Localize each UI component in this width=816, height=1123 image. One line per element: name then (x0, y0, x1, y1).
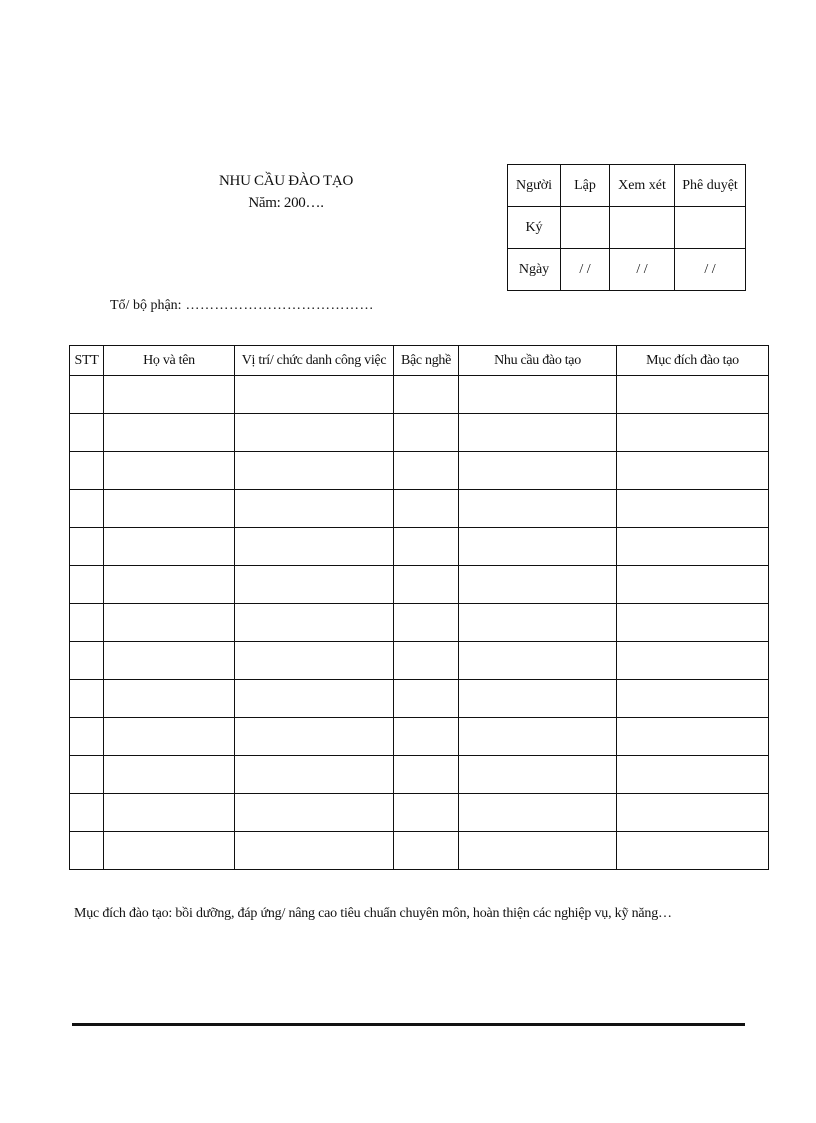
table-row (70, 718, 769, 756)
cell-stt[interactable] (70, 642, 104, 680)
approval-date-prepared-cell[interactable]: / / (561, 249, 610, 291)
cell-training-need[interactable] (459, 528, 617, 566)
cell-full-name[interactable] (104, 452, 235, 490)
cell-training-need[interactable] (459, 566, 617, 604)
cell-position[interactable] (235, 490, 394, 528)
cell-training-need[interactable] (459, 376, 617, 414)
form-header (186, 170, 386, 214)
cell-skill-level[interactable] (394, 680, 459, 718)
approval-sign-approved-cell[interactable] (675, 207, 746, 249)
cell-stt[interactable] (70, 566, 104, 604)
cell-full-name[interactable] (104, 680, 235, 718)
cell-position[interactable] (235, 604, 394, 642)
cell-stt[interactable] (70, 756, 104, 794)
cell-position[interactable] (235, 566, 394, 604)
column-header-training-purpose: Mục đích đào tạo (617, 346, 769, 376)
cell-training-need[interactable] (459, 680, 617, 718)
approval-sign-reviewed-cell[interactable] (610, 207, 675, 249)
cell-training-purpose[interactable] (617, 604, 769, 642)
cell-training-need[interactable] (459, 414, 617, 452)
cell-stt[interactable] (70, 718, 104, 756)
table-row (70, 376, 769, 414)
cell-full-name[interactable] (104, 414, 235, 452)
cell-position[interactable] (235, 414, 394, 452)
column-header-position: Vị trí/ chức danh công việc (235, 346, 394, 376)
cell-position[interactable] (235, 756, 394, 794)
cell-training-need[interactable] (459, 452, 617, 490)
cell-training-purpose[interactable] (617, 642, 769, 680)
cell-position[interactable] (235, 832, 394, 870)
cell-skill-level[interactable] (394, 604, 459, 642)
cell-training-need[interactable] (459, 832, 617, 870)
footer-note: Mục đích đào tạo: bồi dưỡng, đáp ứng/ nâng cao tiêu chuẩn chuyên môn, hoàn thiện các nghiệp vụ, kỹ năng… (74, 906, 672, 921)
cell-stt[interactable] (70, 794, 104, 832)
cell-stt[interactable] (70, 604, 104, 642)
approval-header-reviewed: Xem xét (610, 165, 675, 207)
table-row (70, 832, 769, 870)
cell-position[interactable] (235, 376, 394, 414)
cell-training-need[interactable] (459, 642, 617, 680)
department-line (110, 298, 374, 314)
approval-header-row (508, 165, 746, 207)
approval-header-person: Người (508, 165, 561, 207)
approval-header-approved: Phê duyệt (675, 165, 746, 207)
cell-training-purpose[interactable] (617, 718, 769, 756)
column-header-skill-level: Bậc nghề (394, 346, 459, 376)
approval-date-label: Ngày (508, 249, 561, 291)
table-body (70, 376, 769, 870)
cell-full-name[interactable] (104, 528, 235, 566)
table-row (70, 490, 769, 528)
cell-full-name[interactable] (104, 718, 235, 756)
cell-skill-level[interactable] (394, 832, 459, 870)
cell-training-purpose[interactable] (617, 376, 769, 414)
cell-training-need[interactable] (459, 756, 617, 794)
column-header-stt: STT (70, 346, 104, 376)
training-needs-table (69, 345, 769, 870)
table-row (70, 604, 769, 642)
cell-stt[interactable] (70, 490, 104, 528)
approval-sign-label: Ký (508, 207, 561, 249)
cell-stt[interactable] (70, 528, 104, 566)
cell-full-name[interactable] (104, 832, 235, 870)
cell-training-need[interactable] (459, 794, 617, 832)
cell-position[interactable] (235, 528, 394, 566)
cell-training-need[interactable] (459, 604, 617, 642)
table-row (70, 452, 769, 490)
bottom-divider (72, 1023, 745, 1026)
cell-skill-level[interactable] (394, 528, 459, 566)
cell-training-need[interactable] (459, 718, 617, 756)
cell-skill-level[interactable] (394, 718, 459, 756)
cell-training-purpose[interactable] (617, 414, 769, 452)
cell-full-name[interactable] (104, 376, 235, 414)
table-row (70, 642, 769, 680)
cell-stt[interactable] (70, 452, 104, 490)
cell-stt[interactable] (70, 414, 104, 452)
table-row (70, 528, 769, 566)
department-field[interactable]: ………………………………… (185, 298, 375, 313)
table-header-row (70, 346, 769, 376)
cell-stt[interactable] (70, 376, 104, 414)
cell-full-name[interactable] (104, 756, 235, 794)
cell-skill-level[interactable] (394, 642, 459, 680)
cell-training-purpose[interactable] (617, 794, 769, 832)
cell-skill-level[interactable] (394, 756, 459, 794)
table-row (70, 414, 769, 452)
approval-sign-prepared-cell[interactable] (561, 207, 610, 249)
cell-full-name[interactable] (104, 604, 235, 642)
table-row (70, 794, 769, 832)
column-header-full-name: Họ và tên (104, 346, 235, 376)
cell-position[interactable] (235, 718, 394, 756)
cell-training-purpose[interactable] (617, 756, 769, 794)
column-header-training-need: Nhu cầu đào tạo (459, 346, 617, 376)
cell-stt[interactable] (70, 832, 104, 870)
cell-skill-level[interactable] (394, 452, 459, 490)
department-label: Tổ/ bộ phận: (110, 298, 182, 313)
cell-training-purpose[interactable] (617, 528, 769, 566)
cell-position[interactable] (235, 452, 394, 490)
approval-date-reviewed-cell[interactable]: / / (610, 249, 675, 291)
table-row (70, 680, 769, 718)
cell-position[interactable] (235, 680, 394, 718)
approval-sign-row (508, 207, 746, 249)
form-title: NHU CẦU ĐÀO TẠO (219, 173, 353, 189)
table-row (70, 756, 769, 794)
cell-position[interactable] (235, 642, 394, 680)
table-row (70, 566, 769, 604)
cell-training-purpose[interactable] (617, 832, 769, 870)
cell-training-need[interactable] (459, 490, 617, 528)
cell-training-purpose[interactable] (617, 566, 769, 604)
cell-skill-level[interactable] (394, 376, 459, 414)
cell-training-purpose[interactable] (617, 452, 769, 490)
cell-skill-level[interactable] (394, 414, 459, 452)
cell-full-name[interactable] (104, 794, 235, 832)
cell-full-name[interactable] (104, 566, 235, 604)
cell-stt[interactable] (70, 680, 104, 718)
cell-skill-level[interactable] (394, 566, 459, 604)
cell-training-purpose[interactable] (617, 490, 769, 528)
cell-full-name[interactable] (104, 490, 235, 528)
approval-table (507, 164, 746, 291)
approval-date-approved-cell[interactable]: / / (675, 249, 746, 291)
cell-skill-level[interactable] (394, 490, 459, 528)
cell-training-purpose[interactable] (617, 680, 769, 718)
cell-full-name[interactable] (104, 642, 235, 680)
cell-skill-level[interactable] (394, 794, 459, 832)
approval-date-row (508, 249, 746, 291)
cell-position[interactable] (235, 794, 394, 832)
form-year: Năm: 200…. (248, 195, 324, 211)
approval-header-prepared: Lập (561, 165, 610, 207)
